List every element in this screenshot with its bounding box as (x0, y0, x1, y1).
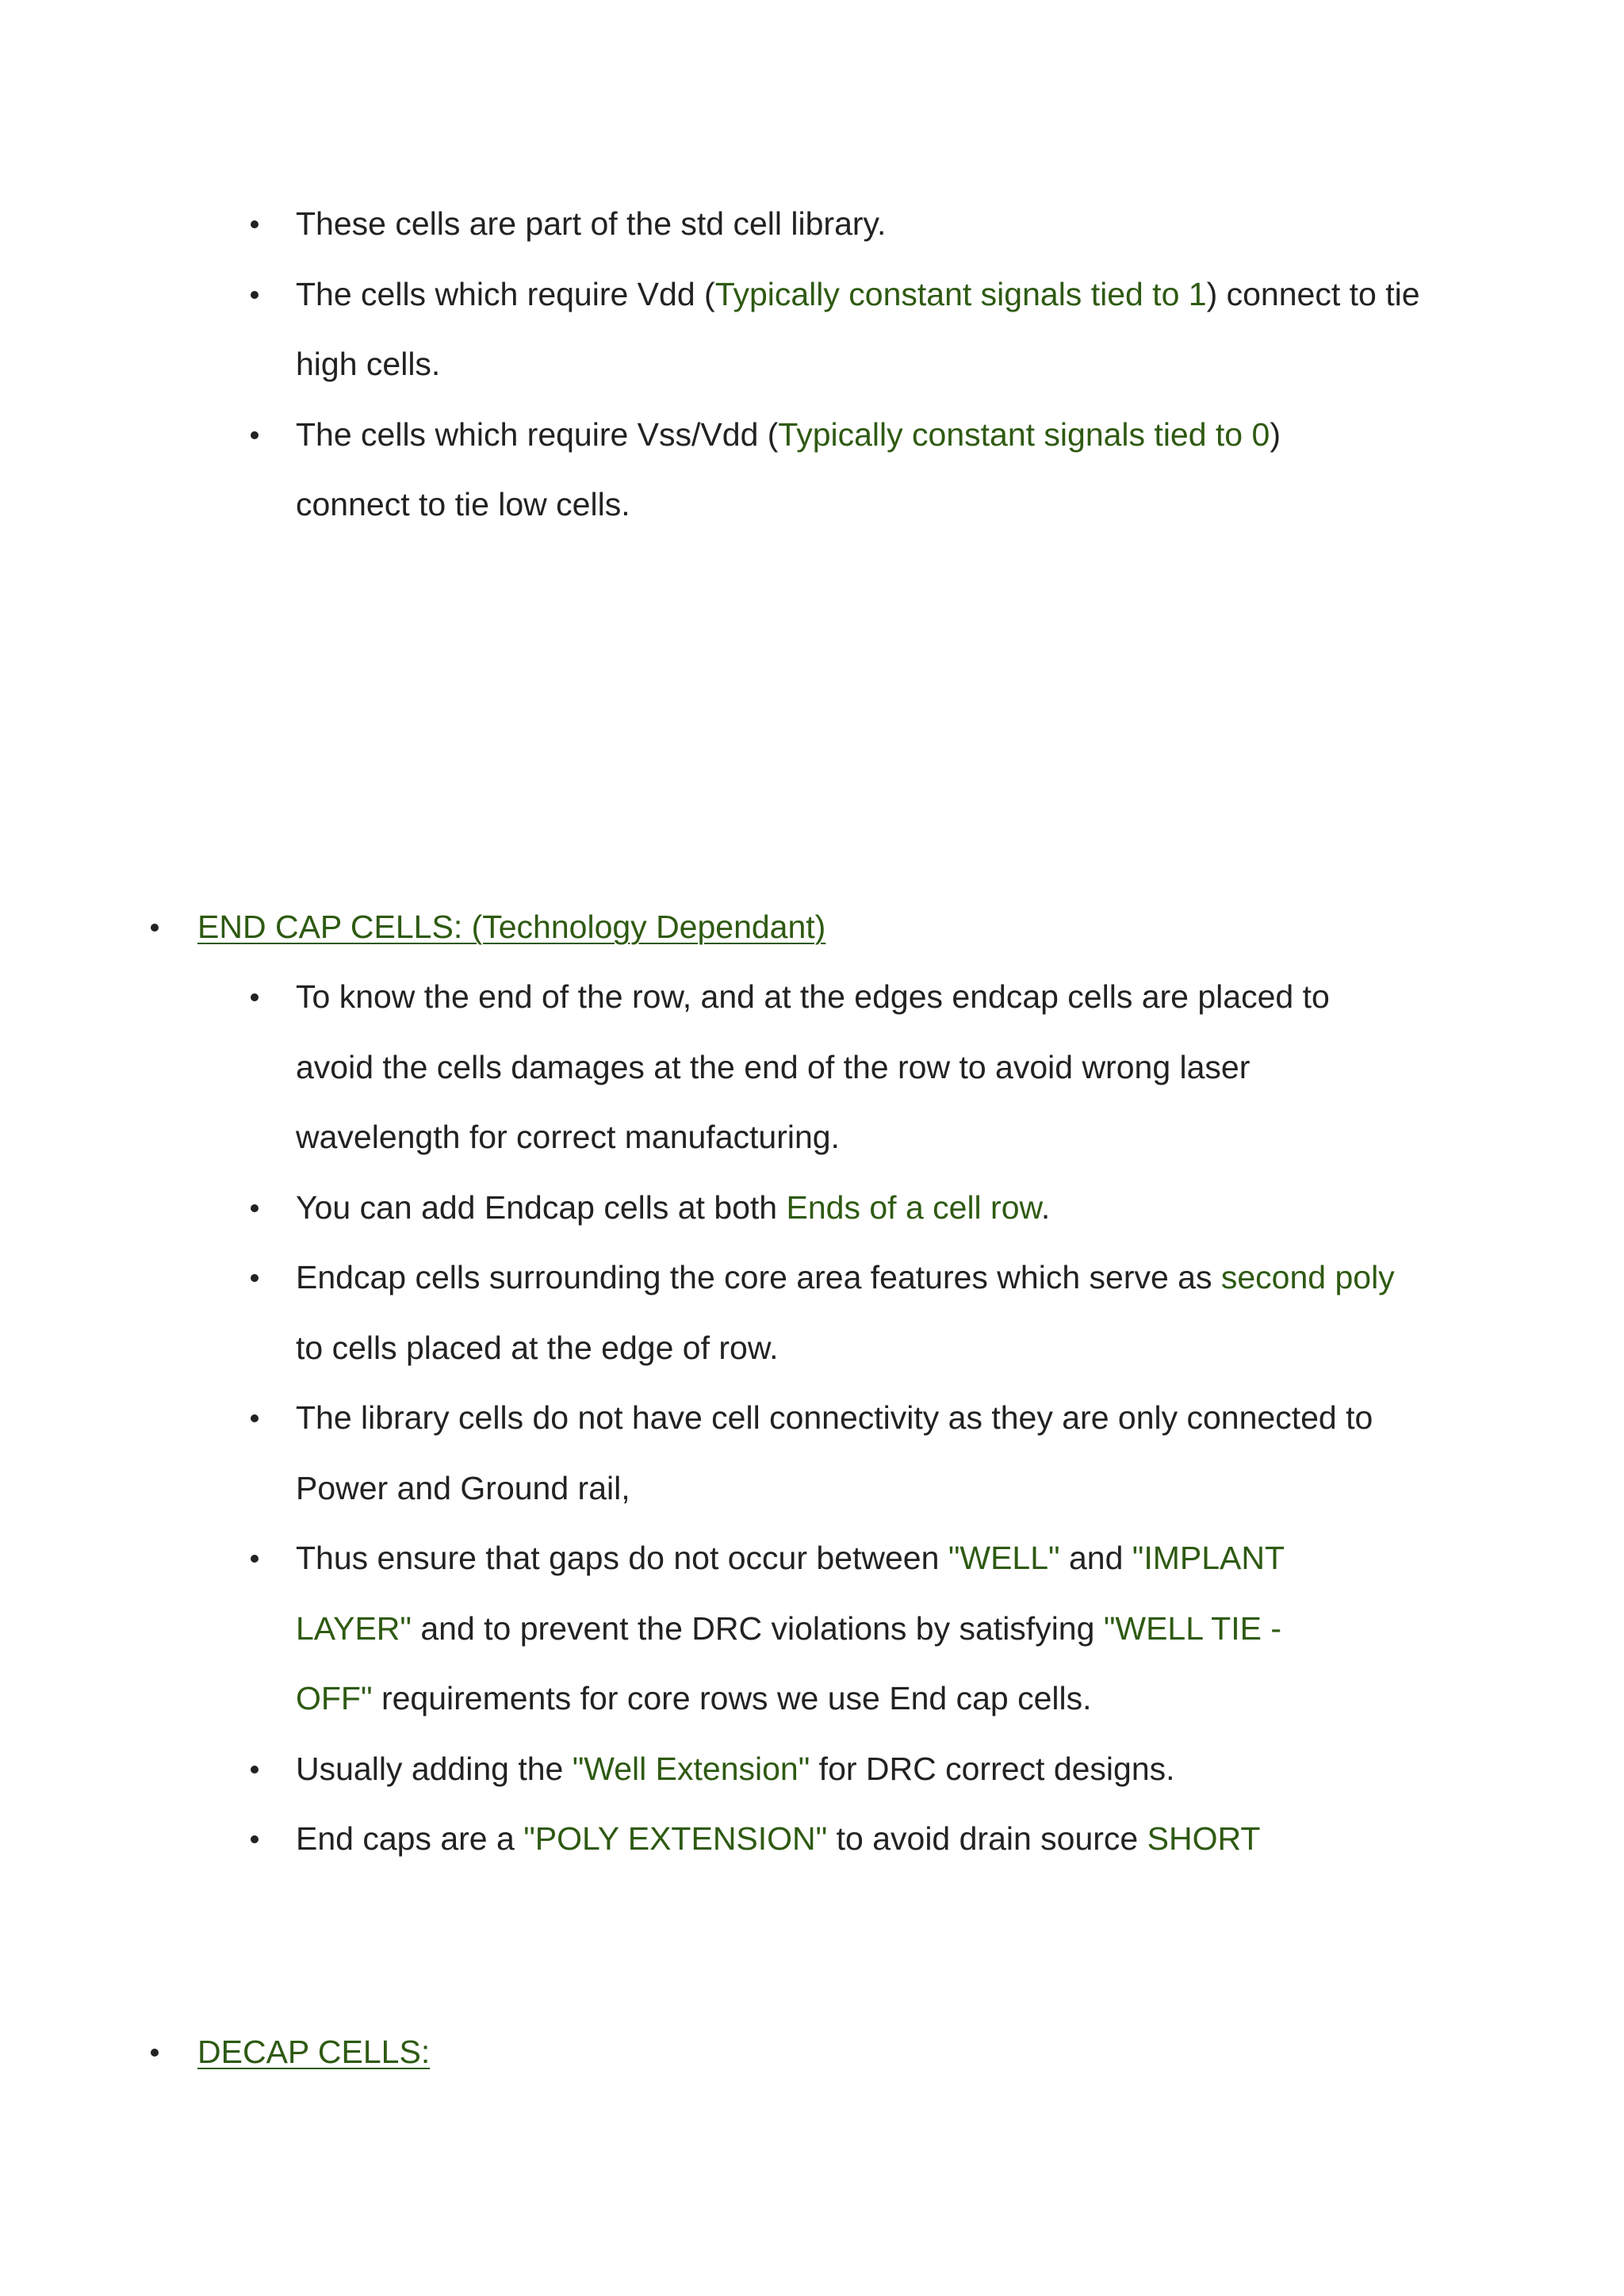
bullet-icon (251, 431, 259, 439)
bullet-icon (251, 1766, 259, 1774)
end-cap-section (0, 892, 1466, 962)
highlight-text: "IMPLANT LAYER" (296, 1540, 1285, 1647)
item-text: to avoid drain source (827, 1820, 1147, 1857)
list-item (0, 1242, 1406, 1383)
section-heading-item (0, 892, 1466, 962)
highlight-text: SHORT (1147, 1820, 1261, 1857)
list-item (0, 189, 1485, 259)
item-text: Endcap cells surrounding the core area features which serve as (296, 1259, 1221, 1295)
bullet-icon (151, 924, 159, 932)
bullet-icon (251, 291, 259, 299)
list-item (0, 1173, 1485, 1243)
highlight-text: "POLY EXTENSION" (523, 1820, 828, 1857)
bullet-icon (251, 1555, 259, 1563)
list-item (0, 1523, 1342, 1734)
bullet-icon (251, 993, 259, 1001)
section-heading[interactable]: END CAP CELLS: (Technology Dependant) (197, 909, 826, 945)
list-item (0, 1383, 1454, 1523)
section-heading-item (0, 2017, 1466, 2087)
highlight-text: second poly (1220, 1259, 1395, 1295)
item-text: To know the end of the row, and at the edges endcap cells are placed to avoid the cells damages at the end of the row to avoid wrong laser wavelength for correct manufacturing. (296, 978, 1330, 1155)
section-heading[interactable]: DECAP CELLS: (197, 2034, 431, 2070)
bullet-icon (251, 1204, 259, 1212)
list-item (0, 962, 1406, 1173)
highlight-text: Typically constant signals tied to 0 (778, 415, 1270, 453)
list-item (0, 1804, 1485, 1874)
bullet-icon (251, 1835, 259, 1843)
highlight-text: "Well Extension" (572, 1750, 810, 1787)
list-item (0, 1734, 1485, 1804)
bullet-icon (151, 2049, 159, 2057)
item-text: and to prevent the DRC violations by satisfying (411, 1609, 1104, 1647)
item-text: . (1040, 1188, 1051, 1226)
item-text: End caps are a (296, 1820, 524, 1857)
item-text: The cells which require Vss/Vdd ( (296, 415, 779, 453)
bullet-icon (251, 1274, 259, 1282)
list-item (0, 400, 1327, 540)
item-text: The cells which require Vdd ( (296, 275, 715, 312)
item-text: These cells are part of the std cell library. (296, 205, 887, 242)
item-text: and (1059, 1540, 1132, 1576)
highlight-text: "WELL TIE -OFF" (296, 1609, 1281, 1716)
bullet-icon (251, 220, 259, 228)
item-text: requirements for core rows we use End cap cells. (372, 1680, 1092, 1716)
highlight-text: "WELL" (948, 1540, 1060, 1576)
highlight-text: Typically constant signals tied to 1 (714, 275, 1207, 312)
item-text: Usually adding the (296, 1750, 573, 1787)
bullet-icon (251, 1414, 259, 1422)
item-text: for DRC correct designs. (810, 1750, 1175, 1787)
item-text: to cells placed at the edge of row. (296, 1329, 779, 1366)
item-text: ) connect to tie low cells. (296, 415, 1281, 522)
item-text: The library cells do not have cell connectivity as they are only connected to Power and Ground rail, (296, 1399, 1373, 1506)
item-text: ) connect to tie high cells. (296, 275, 1420, 382)
item-text: You can add Endcap cells at both (296, 1188, 787, 1226)
decap-section (0, 2017, 1466, 2087)
item-text: Thus ensure that gaps do not occur between (296, 1540, 948, 1576)
tie-cells-list (0, 189, 1485, 540)
list-item (0, 259, 1454, 400)
end-cap-list (0, 962, 1485, 1874)
highlight-text: Ends of a cell row (786, 1188, 1041, 1226)
